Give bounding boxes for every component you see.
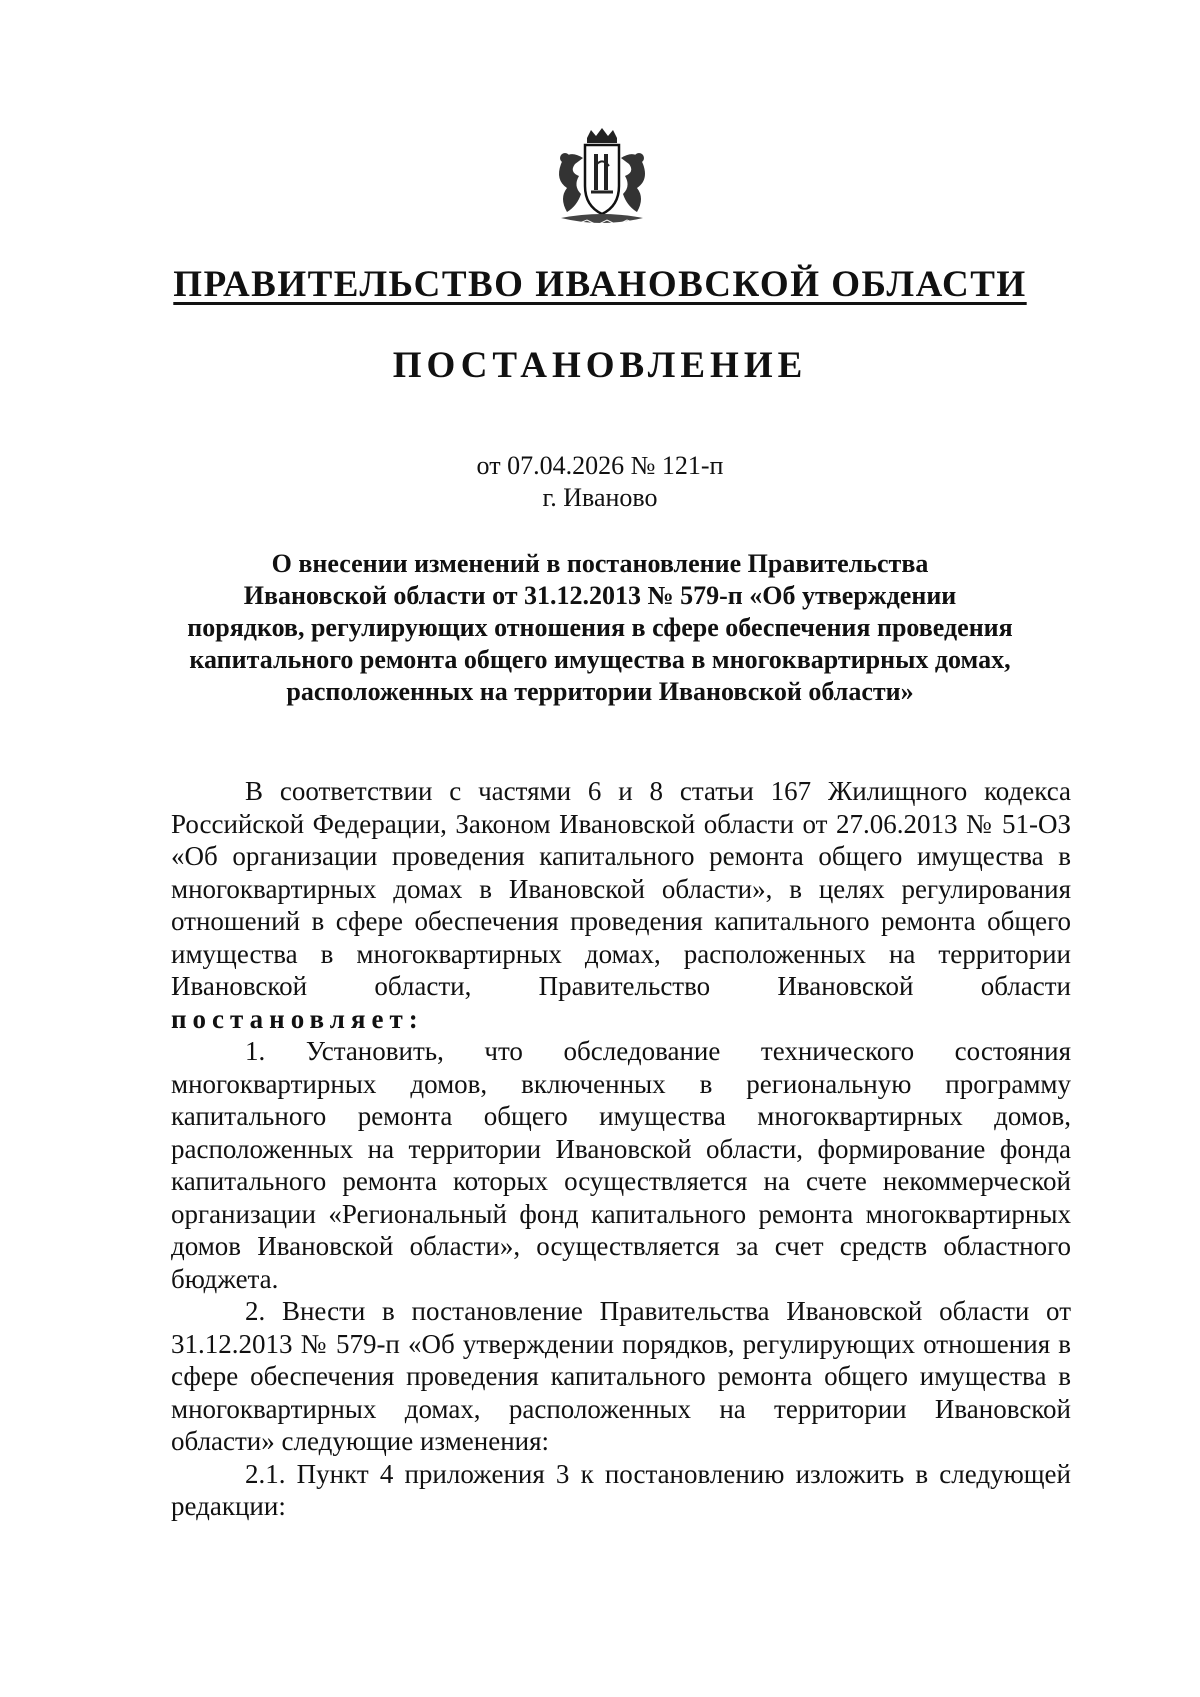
document-title [160,548,1040,708]
document-body [171,775,1071,1523]
decree-word: постановляет: [171,1003,424,1034]
title-line: капитального ремонта общего имущества в многоквартирных домах, [189,645,1011,674]
item-1-paragraph: 1. Установить, что обследование технического состояния многоквартирных домов, включенных в региональную программу капитального ремонта общего имущества многоквартирных домов, расположенных на территории Ивановской области, формирование фонда капитального ремонта которых осуществляется на счете некоммерческой организации «Региональный фонд капитального ремонта многоквартирных домов Ивановской области», осуществляется за счет средств областного бюджета. [171,1036,1071,1294]
preamble-paragraph: В соответствии с частями 6 и 8 статьи 167 Жилищного кодекса Российской Федерации, Законом Ивановской области от 27.06.2013 № 51-ОЗ «Об организации проведения капитального ремонта общего имущества в многоквартирных домах в Ивановской области», в целях регулирования отношений в сфере обеспечения проведения капитального ремонта общего имущества в многоквартирных домах, расположенных на территории Ивановской области, Правительство Ивановской области [171,776,1071,1001]
authority-heading [0,262,1200,308]
authority-name: ПРАВИТЕЛЬСТВО ИВАНОВСКОЙ ОБЛАСТИ [173,264,1027,305]
document-meta [0,450,1200,514]
document-type-heading: ПОСТАНОВЛЕНИЕ [392,345,808,386]
coat-of-arms-icon [547,128,657,228]
item-2-1-paragraph: 2.1. Пункт 4 приложения 3 к постановлению изложить в следующей редакции: [171,1458,1071,1521]
item-2-paragraph: 2. Внести в постановление Правительства Ивановской области от 31.12.2013 № 579-п «Об утверждении порядков, регулирующих отношения в сфере обеспечения проведения капитального ремонта общего имущества в многоквартирных домах, расположенных на территории Ивановской области» следующие изменения: [171,1296,1071,1456]
title-line: порядков, регулирующих отношения в сфере обеспечения проведения [187,613,1013,642]
document-number-line: от 07.04.2026 № 121-п [476,451,724,480]
title-line: Ивановской области от 31.12.2013 № 579-п «Об утверждении [243,581,957,610]
document-city: г. Иваново [542,483,658,512]
title-line: О внесении изменений в постановление Правительства [271,549,929,578]
title-line: расположенных на территории Ивановской области» [286,677,914,706]
